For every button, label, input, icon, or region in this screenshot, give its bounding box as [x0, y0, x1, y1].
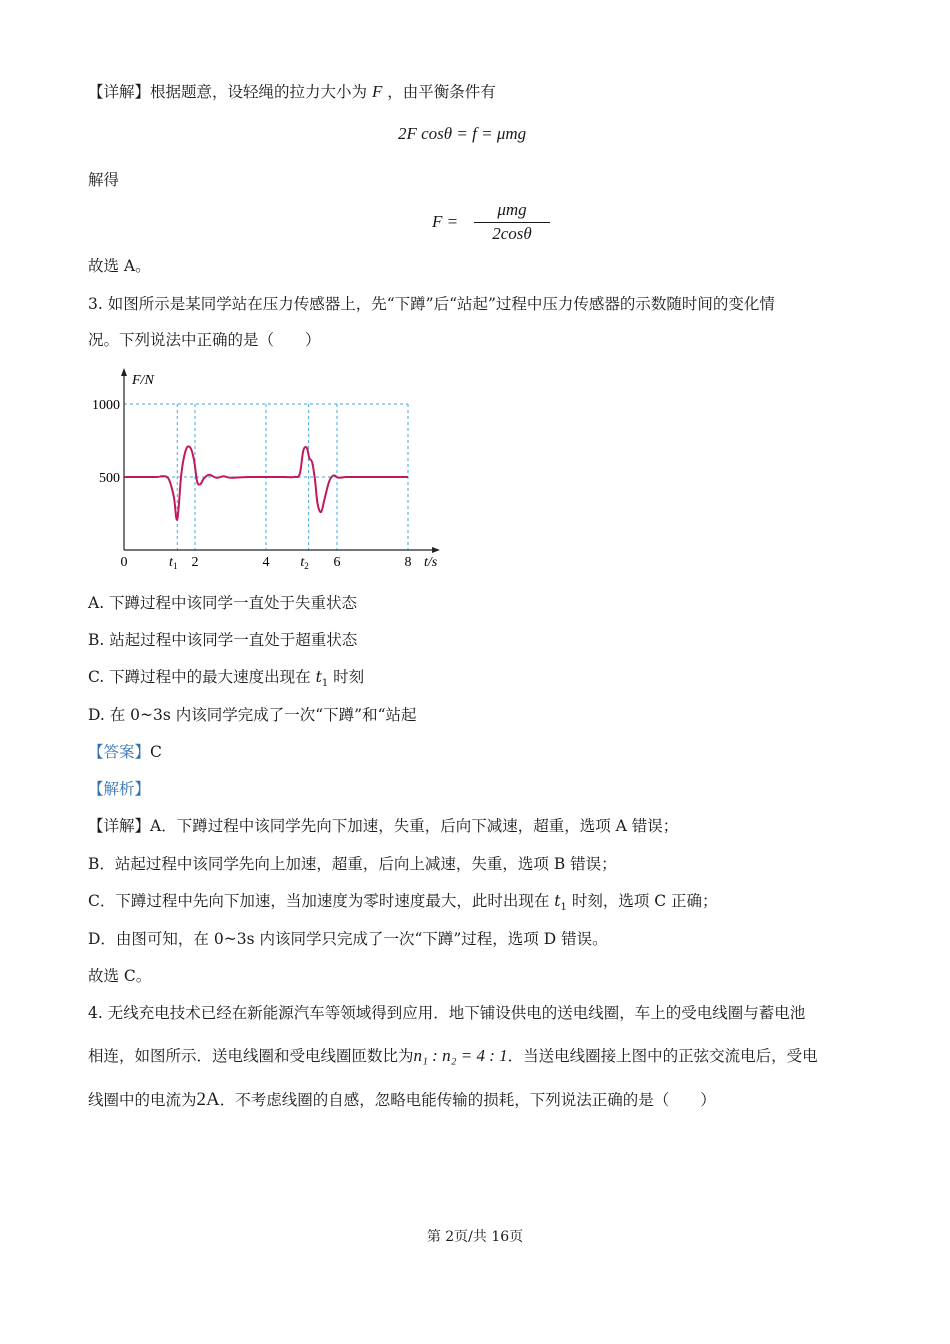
option-a: A. 下蹲过程中该同学一直处于失重状态 — [88, 594, 358, 612]
x-axis-arrow — [432, 547, 440, 553]
question-4-line-1: 4. 无线充电技术已经在新能源汽车等领域得到应用．地下铺设供电的送电线圈，车上的受电线圈与蓄电池 — [88, 1004, 806, 1022]
q4-text-4: ．不考虑线圈的自感，忽略电能传输的损耗，下列说法正确的是（ ） — [219, 1091, 716, 1109]
y-axis-arrow — [121, 368, 127, 376]
option-c-text-2: 时刻 — [328, 668, 365, 686]
option-c — [88, 667, 364, 694]
question-4-line-3 — [88, 1090, 716, 1110]
x-tick-0: 0 — [120, 555, 128, 570]
option-b: B. 站起过程中该同学一直处于超重状态 — [88, 631, 358, 649]
x-tick-6: 6 — [333, 555, 341, 570]
detail-a-text: A．下蹲过程中该同学先向下加速，失重，后向下减速，超重，选项 A 错误； — [150, 817, 679, 835]
q4-text-2: ．当送电线圈接上图中的正弦交流电后，受电 — [507, 1047, 818, 1065]
answer-line — [88, 742, 162, 762]
fraction-bar — [474, 222, 550, 223]
detail-d: D．由图可知，在 0~3s 内该同学只完成了一次“下蹲”过程，选项 D 错误。 — [88, 930, 608, 948]
detail-c-text: C．下蹲过程中先向下加速，当加速度为零时速度最大，此时出现在 — [88, 892, 555, 910]
question-3-line-2: 况。下列说法中正确的是（ ） — [88, 331, 321, 349]
detail-text-2: ，由平衡条件有 — [387, 83, 496, 101]
q4-text: 相连，如图所示．送电线圈和受电线圈匝数比为 — [88, 1047, 414, 1065]
detail-tag: 【详解】 — [88, 83, 151, 101]
equation-2-denominator: 2cosθ — [492, 224, 532, 243]
x-tick-t2: $t_2$ — [300, 555, 309, 571]
detail-c — [88, 891, 718, 918]
detail-c-text-2: 时刻，选项 C 正确； — [566, 892, 718, 910]
x-tick-4: 4 — [262, 555, 270, 570]
detail-tag-2: 【详解】 — [88, 817, 151, 835]
detail-c-var: t — [554, 892, 561, 910]
analysis-tag: 【解析】 — [88, 780, 151, 798]
y-axis-label: F/N — [132, 373, 154, 388]
answer-tag: 【答案】 — [88, 743, 151, 761]
answer-value: C — [150, 743, 162, 761]
detail-a — [88, 816, 678, 836]
detail-c-sub: 1 — [560, 902, 567, 914]
option-c-text: C. 下蹲过程中的最大速度出现在 — [88, 668, 316, 686]
force-time-chart — [88, 362, 458, 577]
q4-text-3: 线圈中的电流为 — [88, 1091, 197, 1109]
equation-2-numerator: μmg — [497, 200, 527, 219]
equation-1: 2F cosθ = f = μmg — [398, 124, 527, 143]
detail-text: 根据题意，设轻绳的拉力大小为 — [150, 83, 368, 101]
x-tick-2: 2 — [191, 555, 199, 570]
page-footer: 第 2页/共 16页 — [426, 1229, 524, 1245]
var-F: F — [371, 82, 383, 101]
detail-b: B．站起过程中该同学先向上加速，超重，后向上减速，失重，选项 B 错误； — [88, 855, 617, 873]
conclusion-1: 故选 A。 — [88, 257, 151, 275]
question-4-line-2 — [88, 1046, 818, 1066]
x-tick-8: 8 — [404, 555, 412, 570]
question-3-line-1: 3. 如图所示是某同学站在压力传感器上，先“下蹲”后“站起”过程中压力传感器的示数随时间的变化情 — [88, 295, 775, 313]
option-c-sub: 1 — [321, 678, 329, 690]
equation-2-lhs: F = — [432, 212, 459, 231]
conclusion-2: 故选 C。 — [88, 967, 152, 985]
detail-paragraph-1 — [88, 82, 496, 102]
turns-ratio: n₁ : n₂ = 4 : 1 — [413, 1046, 508, 1065]
solve-label: 解得 — [88, 171, 120, 189]
x-tick-t1: $t_1$ — [169, 555, 178, 571]
x-axis-label: t/s — [424, 555, 438, 570]
option-d: D. 在 0~3s 内该同学完成了一次“下蹲”和“站起 — [88, 706, 417, 724]
y-tick-500: 500 — [99, 471, 120, 486]
current-value: 2A — [196, 1089, 220, 1110]
option-c-var: t — [315, 668, 322, 686]
y-tick-1000: 1000 — [92, 398, 120, 413]
